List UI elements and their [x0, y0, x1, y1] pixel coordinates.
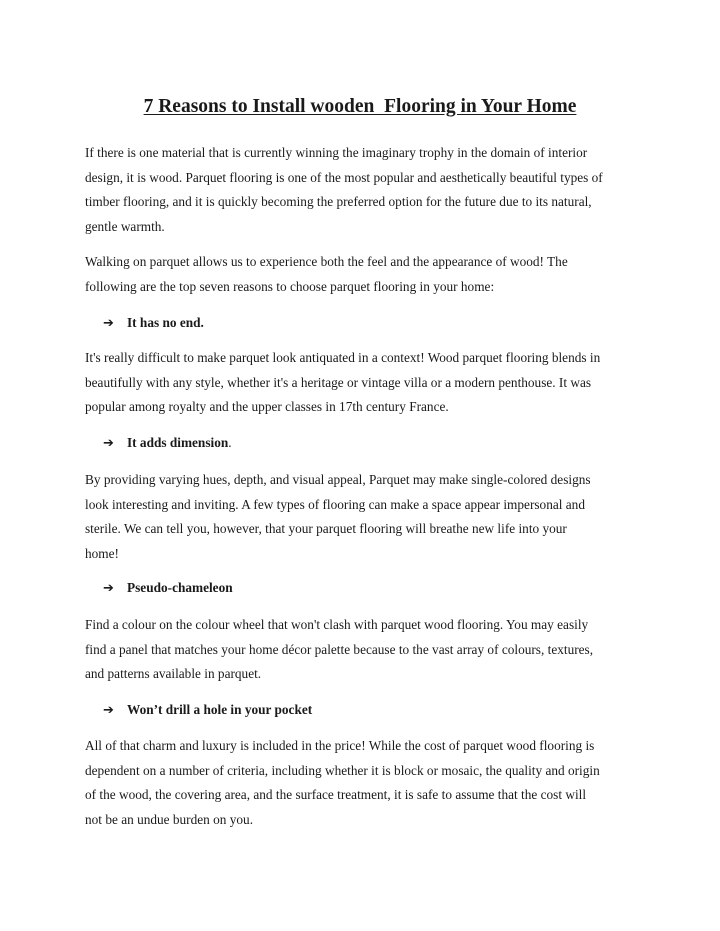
text-line: of the wood, the covering area, and the surface treatment, it is safe to assume that the cost will	[85, 787, 587, 802]
arrow-bullet-icon: ➔	[103, 703, 114, 718]
section-paragraph	[85, 734, 645, 832]
text-line: It's really difficult to make parquet look antiquated in a context! Wood parquet flooring blends in	[85, 350, 601, 365]
intro-paragraph-2	[85, 250, 645, 299]
arrow-bullet-icon: ➔	[103, 581, 114, 596]
section-heading-text: It adds dimension	[127, 435, 229, 450]
text-line: following are the top seven reasons to choose parquet flooring in your home:	[85, 278, 495, 294]
document-title: 7 Reasons to Install wooden Flooring in Your Home	[143, 96, 577, 117]
text-line: design, it is wood. Parquet flooring is one of the most popular and aesthetically beautiful types of	[85, 169, 603, 185]
text-line: popular among royalty and the upper classes in 17th century France.	[85, 399, 449, 414]
section-heading	[103, 578, 233, 599]
text-line: find a panel that matches your home décor palette because to the vast array of colours, textures,	[85, 641, 594, 657]
section-heading	[103, 700, 312, 721]
section-paragraph	[85, 613, 645, 687]
text-line: If there is one material that is currently winning the imaginary trophy in the domain of interior	[85, 145, 588, 160]
section-paragraph	[85, 346, 645, 420]
arrow-bullet-icon: ➔	[103, 436, 114, 451]
text-line: timber flooring, and it is quickly becoming the preferred option for the future due to its natural,	[85, 194, 592, 209]
text-line: By providing varying hues, depth, and visual appeal, Parquet may make single-colored designs	[85, 472, 591, 487]
section-heading-text: Won’t drill a hole in your pocket	[127, 702, 313, 717]
arrow-bullet-icon: ➔	[103, 316, 114, 331]
section-heading-trail: .	[228, 435, 232, 450]
section-heading-text: Pseudo-chameleon	[127, 580, 233, 595]
section-paragraph	[85, 468, 645, 566]
text-line: look interesting and inviting. A few types of flooring can make a space appear impersonal and	[85, 496, 585, 512]
section-heading-text: It has no end.	[127, 315, 204, 330]
text-line: Find a colour on the colour wheel that won't clash with parquet wood flooring. You may easily	[85, 617, 589, 632]
section-heading	[103, 313, 204, 334]
text-line: dependent on a number of criteria, including whether it is block or mosaic, the quality and origin	[85, 762, 600, 778]
text-line: beautifully with any style, whether it's a heritage or vintage villa or a modern penthouse. It was	[85, 374, 592, 390]
section-heading	[103, 433, 232, 454]
text-line: and patterns available in parquet.	[85, 666, 262, 681]
text-line: Walking on parquet allows us to experience both the feel and the appearance of wood! The	[85, 254, 568, 269]
text-line: gentle warmth.	[85, 218, 165, 234]
text-line: not be an undue burden on you.	[85, 811, 254, 827]
text-line: All of that charm and luxury is included in the price! While the cost of parquet wood flooring is	[85, 738, 595, 753]
text-line: sterile. We can tell you, however, that your parquet flooring will breathe new life into your	[85, 521, 567, 536]
text-line: home!	[85, 545, 119, 561]
intro-paragraph	[85, 141, 645, 239]
